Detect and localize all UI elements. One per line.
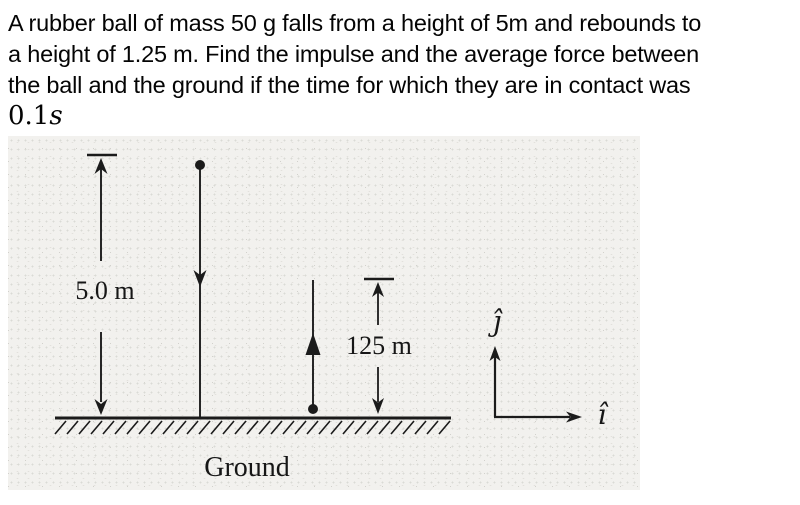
ground bbox=[55, 418, 451, 483]
rebound-height-label: 125 m bbox=[346, 331, 412, 360]
contact-time-unit: s bbox=[49, 101, 63, 131]
unit-vector-axes bbox=[488, 305, 609, 431]
contact-time bbox=[8, 101, 63, 132]
drop-height-dimension bbox=[75, 155, 134, 415]
figure-canvas bbox=[8, 136, 640, 490]
i-hat-label: î bbox=[597, 398, 607, 431]
ground-label: Ground bbox=[204, 452, 290, 483]
rebound-height-dimension bbox=[346, 279, 412, 414]
figure bbox=[8, 136, 640, 490]
ground-hatching bbox=[55, 421, 450, 434]
ball-ground-dot bbox=[308, 404, 318, 414]
problem-statement bbox=[8, 8, 794, 101]
ball-start-dot bbox=[195, 160, 205, 170]
j-hat-label: ĵ bbox=[492, 305, 502, 338]
problem-line: the ball and the ground if the time for which they are in contact was bbox=[8, 72, 691, 98]
arrowhead-up-solid bbox=[306, 333, 321, 355]
rebound-ball-path bbox=[306, 280, 321, 414]
falling-ball-path bbox=[194, 160, 207, 418]
contact-time-value: 0.1 bbox=[8, 101, 50, 131]
drop-height-label: 5.0 m bbox=[75, 276, 135, 305]
problem-line: A rubber ball of mass 50 g falls from a height of 5m and rebounds to bbox=[8, 10, 702, 36]
problem-line: a height of 1.25 m. Find the impulse and the average force between bbox=[8, 41, 699, 67]
